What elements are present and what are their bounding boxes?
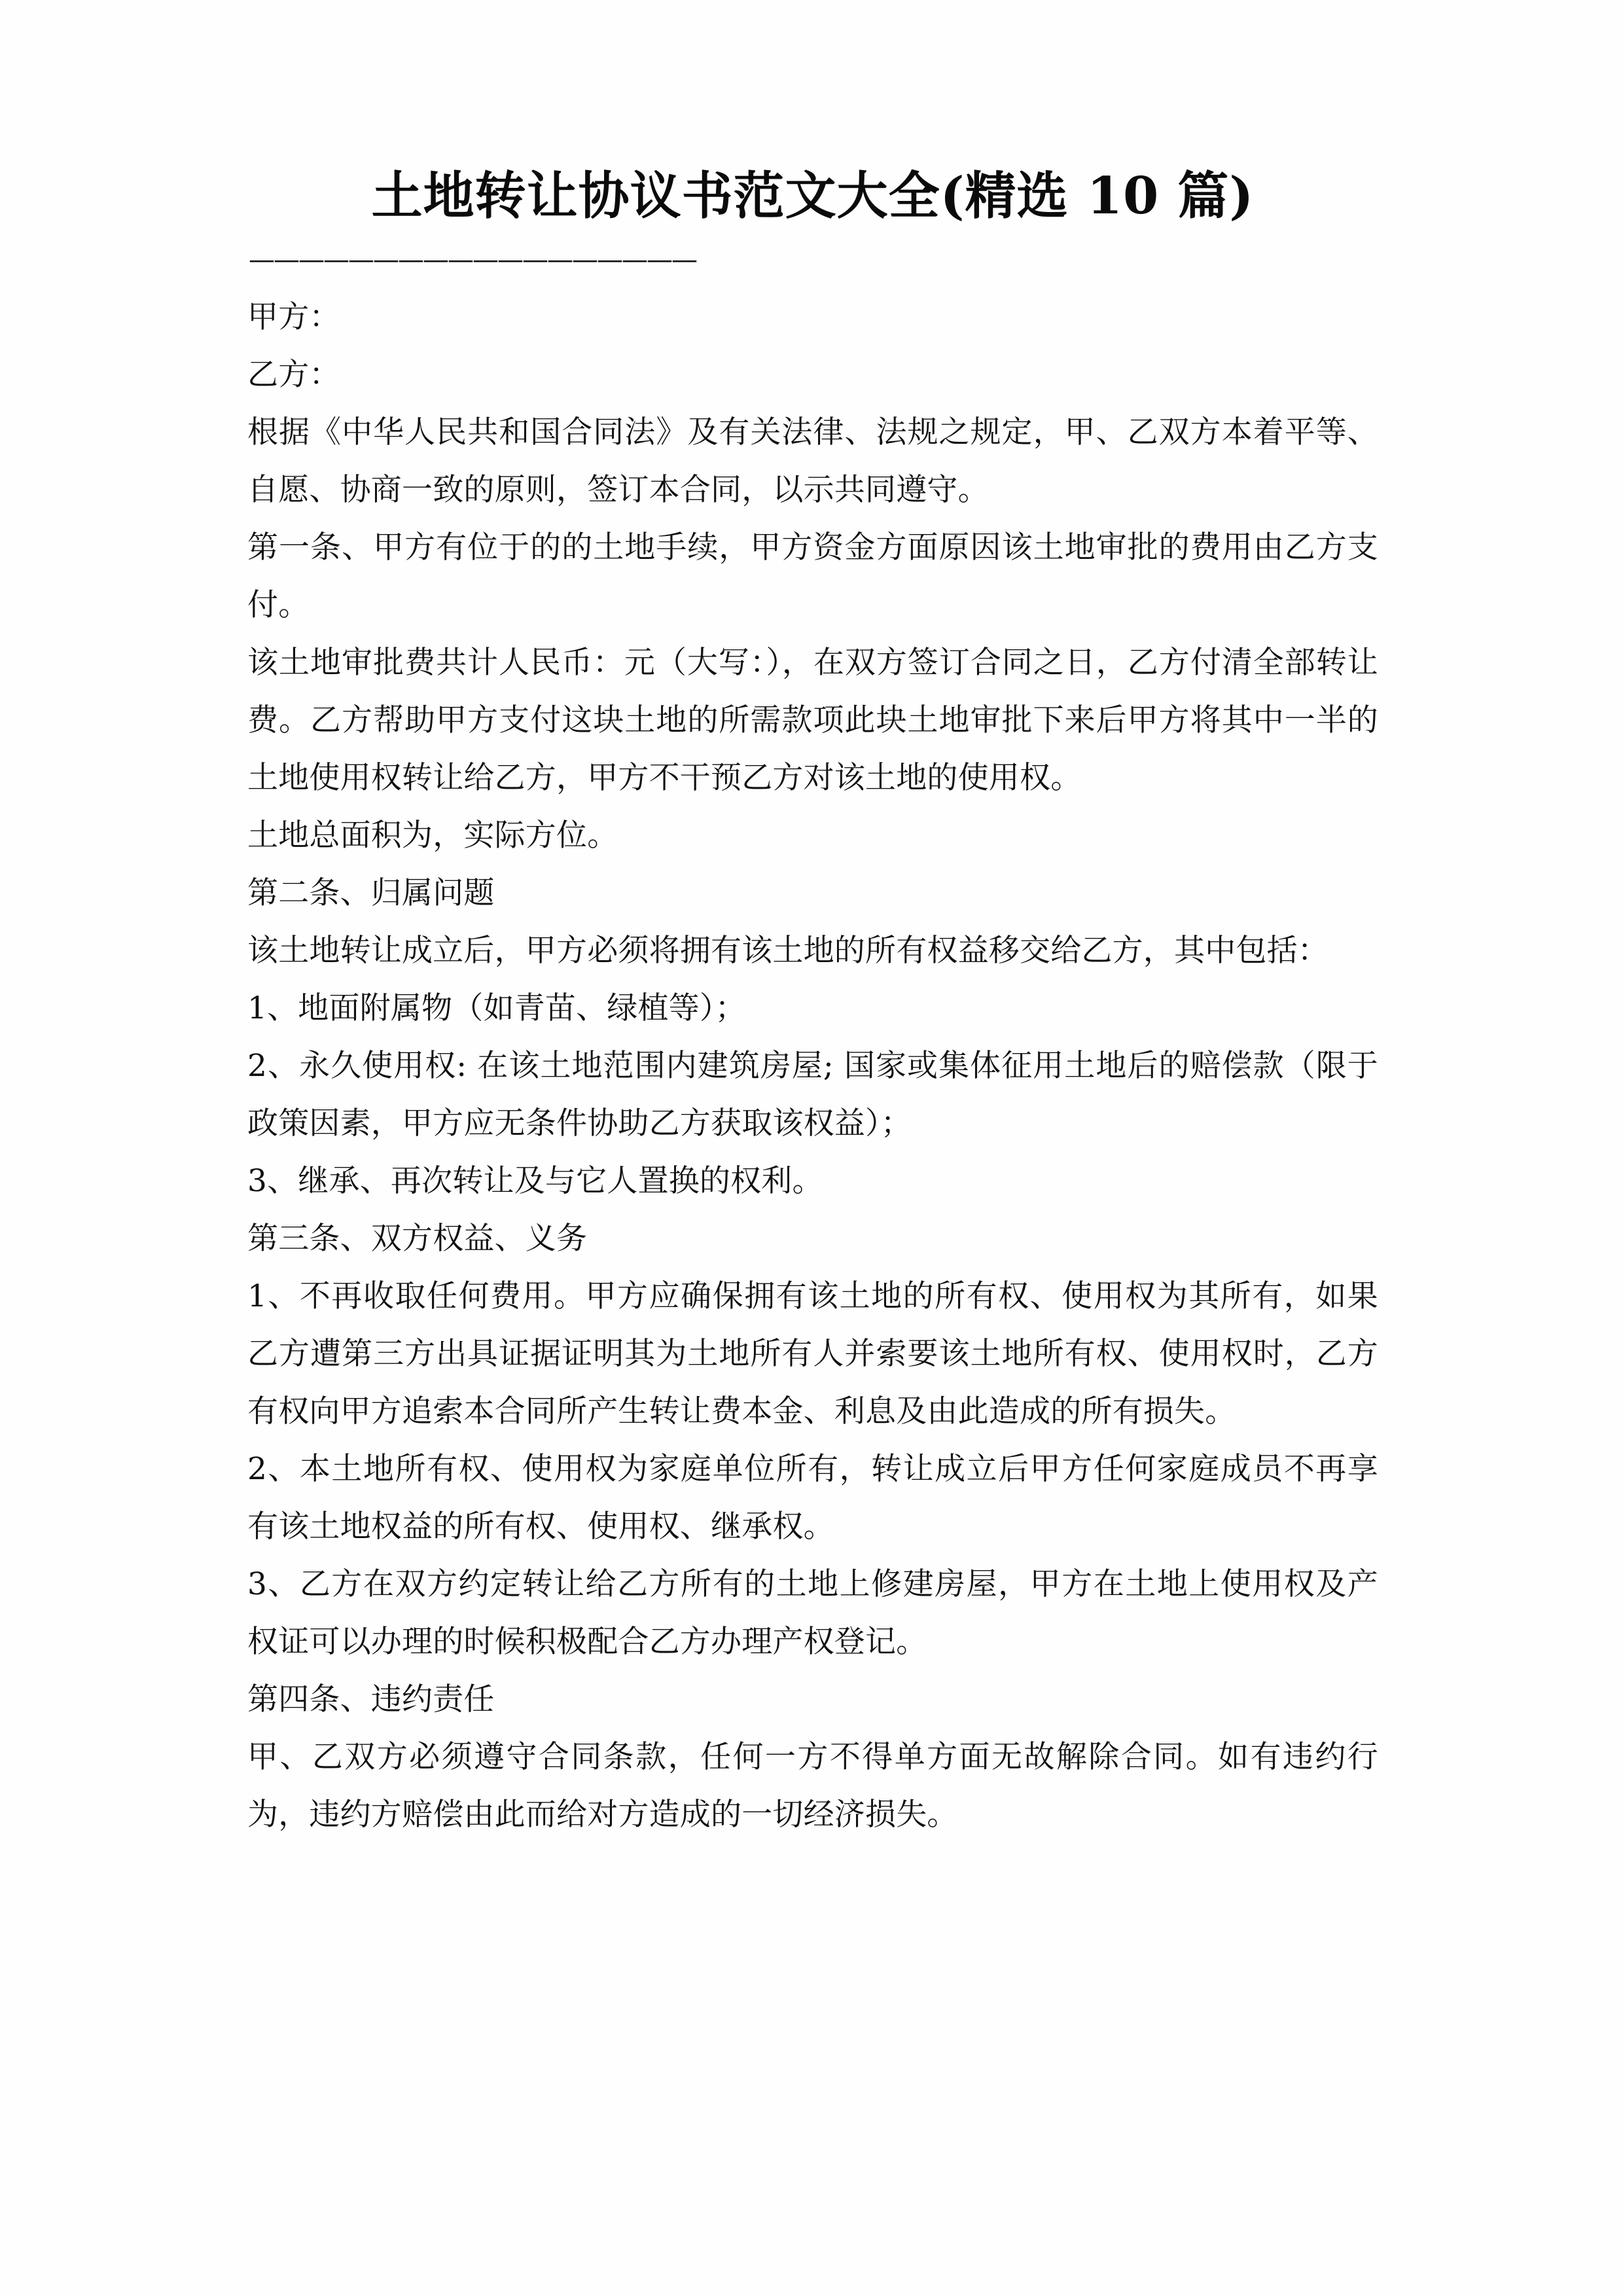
heading-article-4: 第四条、违约责任: [247, 1681, 495, 1717]
list-item-article-3-1: 1、不再收取任何费用。甲方应确保拥有该土地的所有权、使用权为其所有，如果乙方遭第三方出具证据证明其为土地所有人并索要该土地所有权、使用权时，乙方有权向甲方追索本合同所产生转让费本金、利息及由此造成的所有损失。: [247, 1278, 1378, 1429]
title-divider: ——————————————————: [249, 244, 696, 275]
document-body: [247, 277, 1378, 1844]
paragraph-party-b: 乙方：: [247, 356, 340, 393]
list-item-article-2-1: 1、地面附属物（如青苗、绿植等）；: [247, 990, 746, 1026]
paragraph-preamble: 根据《中华人民共和国合同法》及有关法律、法规之规定，甲、乙双方本着平等、自愿、协商一致的原则，签订本合同，以示共同遵守。: [247, 414, 1378, 508]
paragraph-article-1-fee: 该土地审批费共计人民币：元（大写：），在双方签订合同之日，乙方付清全部转让费。乙方帮助甲方支付这块土地的所需款项此块土地审批下来后甲方将其中一半的土地使用权转让给乙方，甲方不干预乙方对该土地的使用权。: [247, 644, 1378, 796]
list-item-article-3-2: 2、本土地所有权、使用权为家庭单位所有，转让成立后甲方任何家庭成员不再享有该土地权益的所有权、使用权、继承权。: [247, 1450, 1378, 1545]
paragraph-party-a: 甲方：: [247, 298, 340, 335]
page-title: 土地转让协议书范文大全(精选 10 篇): [371, 166, 1255, 226]
list-item-article-2-2: 2、永久使用权: 在该土地范围内建筑房屋; 国家或集体征用土地后的赔偿款（限于政策因素，甲方应无条件协助乙方获取该权益）；: [247, 1047, 1378, 1141]
list-item-article-2-3: 3、继承、再次转让及与它人置换的权利。: [247, 1162, 823, 1199]
paragraph-article-4-body: 甲、乙双方必须遵守合同条款，任何一方不得单方面无故解除合同。如有违约行为，违约方赔偿由此而给对方造成的一切经济损失。: [247, 1738, 1378, 1833]
heading-article-3: 第三条、双方权益、义务: [247, 1220, 588, 1257]
paragraph-article-1: 第一条、甲方有位于的的土地手续，甲方资金方面原因该土地审批的费用由乙方支付。: [247, 529, 1378, 623]
list-item-article-3-3: 3、乙方在双方约定转让给乙方所有的土地上修建房屋，甲方在土地上使用权及产权证可以办理的时候积极配合乙方办理产权登记。: [247, 1566, 1378, 1660]
paragraph-article-2-lead: 该土地转让成立后，甲方必须将拥有该土地的所有权益移交给乙方，其中包括：: [247, 932, 1329, 969]
document-content-column: [247, 0, 1378, 1844]
heading-article-2: 第二条、归属问题: [247, 874, 495, 911]
paragraph-article-1-area: 土地总面积为，实际方位。: [247, 817, 618, 853]
